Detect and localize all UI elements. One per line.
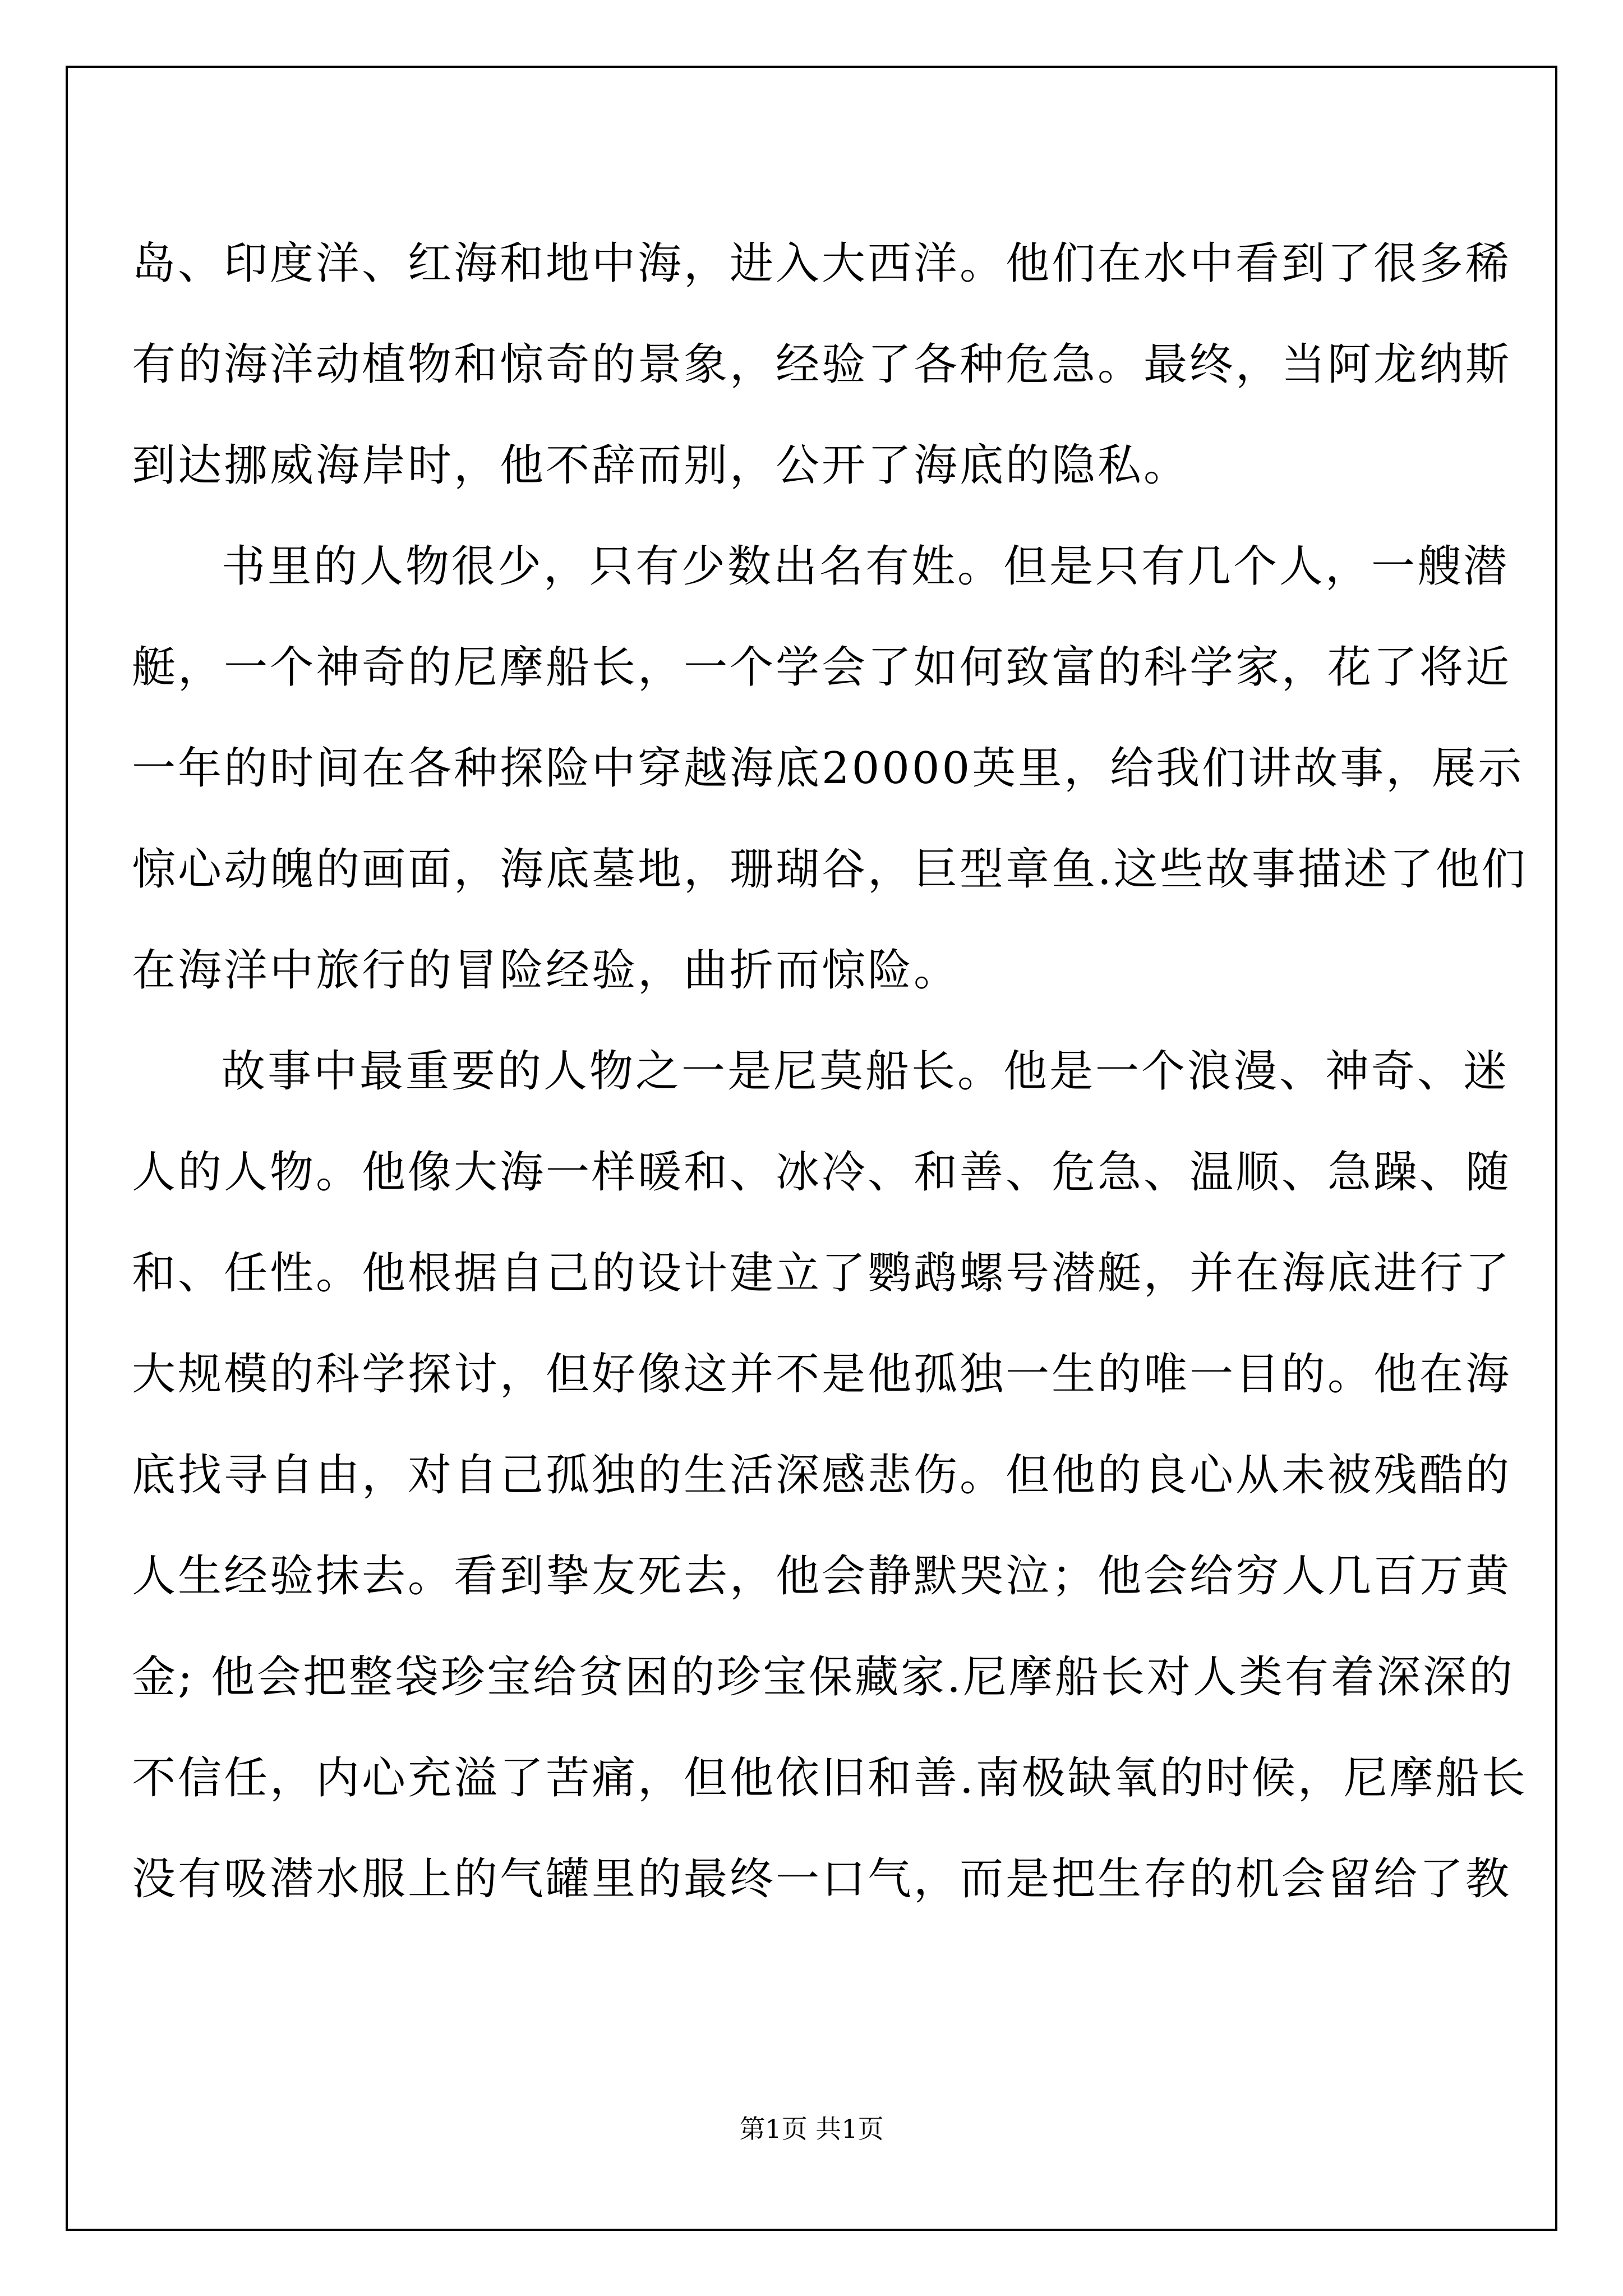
text-line: 金; 他会把整袋珍宝给贫困的珍宝保藏家.尼摩船长对人类有着深深的 [132,1652,1515,1703]
text-line: 书里的人物很少，只有少数出名有姓。但是只有几个人，一艘潜 [222,541,1510,592]
page-footer: 第1页 共1页 [739,2114,884,2144]
text-line: 人生经验抹去。看到挚友死去，他会静默哭泣；他会给穷人几百万黄 [132,1551,1512,1602]
document-body [132,213,1528,1930]
paragraph-3 [132,1021,1528,1930]
text-line: 不信任，内心充溢了苦痛，但他依旧和善.南极缺氧的时候，尼摩船长 [132,1753,1528,1803]
text-line: 大规模的科学探讨，但好像这并不是他孤独一生的唯一目的。他在海 [132,1349,1512,1400]
text-line: 有的海洋动植物和惊奇的景象，经验了各种危急。最终，当阿龙纳斯 [132,339,1512,390]
text-line: 和、任性。他根据自己的设计建立了鹦鹉螺号潜艇，并在海底进行了 [132,1248,1512,1299]
text-line: 艇，一个神奇的尼摩船长，一个学会了如何致富的科学家，花了将近 [132,642,1512,693]
text-line: 惊心动魄的画面，海底墓地，珊瑚谷，巨型章鱼.这些故事描述了他们 [132,844,1528,895]
text-line: 没有吸潜水服上的气罐里的最终一口气，而是把生存的机会留给了教 [132,1854,1512,1904]
text-line: 故事中最重要的人物之一是尼莫船长。他是一个浪漫、神奇、迷 [222,1046,1510,1097]
text-line: 一年的时间在各种探险中穿越海底20000英里，给我们讲故事，展示 [132,743,1524,794]
paragraph-1 [132,213,1512,516]
text-line: 在海洋中旅行的冒险经验，曲折而惊险。 [132,945,960,996]
text-line: 底找寻自由，对自己孤独的生活深感悲伤。但他的良心从未被残酷的 [132,1450,1512,1501]
text-line: 岛、印度洋、红海和地中海，进入大西洋。他们在水中看到了很多稀 [132,238,1512,289]
paragraph-2 [132,516,1528,1021]
text-line: 到达挪威海岸时，他不辞而别，公开了海底的隐私。 [132,440,1190,491]
text-line: 人的人物。他像大海一样暖和、冰冷、和善、危急、温顺、急躁、随 [132,1147,1512,1198]
